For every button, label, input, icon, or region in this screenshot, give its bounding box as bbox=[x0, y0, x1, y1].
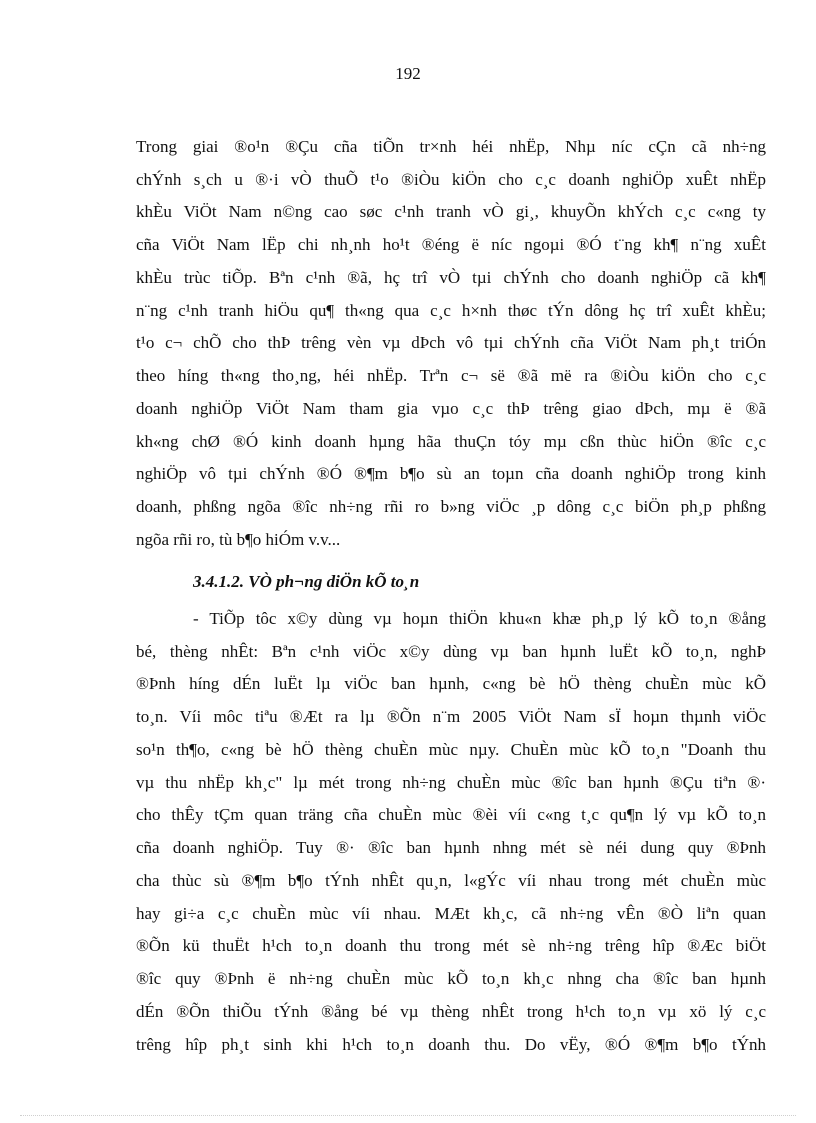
paragraph-line: ®îc quy ®Þnh ë nh÷ng chuÈn mùc kÕ to¸n kh¸c nhng cha ®îc ban hµnh bbox=[136, 969, 766, 988]
paragraph-line: ®Õn kü thuËt h¹ch to¸n doanh thu trong mét sè nh÷ng trêng hîp ®Æc biÖt bbox=[136, 936, 766, 955]
paragraph-line: doanh, phßng ngõa ®îc nh÷ng rñi ro b»ng viÖc ¸p dông c¸c biÖn ph¸p phßng bbox=[136, 497, 766, 516]
paragraph-line: cña ViÖt Nam lËp chi nh¸nh ho¹t ®éng ë níc ngoµi ®Ó t¨ng kh¶ n¨ng xuÊt bbox=[136, 235, 766, 254]
paragraph-line: ®Þnh híng dÉn luËt lµ viÖc ban hµnh, c«ng bè hÖ thèng chuÈn mùc kÕ bbox=[136, 674, 766, 693]
paragraph-line: to¸n. Víi môc tiªu ®Æt ra lµ ®Õn n¨m 2005 ViÖt Nam sÏ hoµn thµnh viÖc bbox=[136, 707, 766, 726]
paragraph-line: cha thùc sù ®¶m b¶o tÝnh nhÊt qu¸n, l«gÝc víi nhau trong mét chuÈn mùc bbox=[136, 871, 766, 890]
paragraph-line: kh«ng chØ ®Ó kinh doanh hµng hãa thuÇn tóy mµ cßn thùc hiÖn ®îc c¸c bbox=[136, 432, 766, 451]
paragraph-line: theo híng th«ng tho¸ng, héi nhËp. Trªn c¬ së ®ã më ra ®iÒu kiÖn cho c¸c bbox=[136, 366, 766, 385]
paragraph-line: - TiÕp tôc x©y dùng vµ hoµn thiÖn khu«n khæ ph¸p lý kÕ to¸n ®ång bbox=[193, 609, 766, 628]
paragraph-line: bé, thèng nhÊt: Bªn c¹nh viÖc x©y dùng vµ ban hµnh luËt kÕ to¸n, nghÞ bbox=[136, 642, 766, 661]
section-heading: 3.4.1.2. VÒ ph¬ng diÖn kÕ to¸n bbox=[193, 572, 420, 591]
paragraph-line: n¨ng c¹nh tranh hiÖu qu¶ th«ng qua c¸c h×nh thøc tÝn dông hç trî xuÊt khÈu; bbox=[136, 301, 766, 320]
footer-divider bbox=[20, 1115, 796, 1116]
paragraph-line: nghiÖp vô tµi chÝnh ®Ó ®¶m b¶o sù an toµn cña doanh nghiÖp trong kinh bbox=[136, 464, 766, 483]
paragraph-line: vµ thu nhËp kh¸c" lµ mét trong nh÷ng chuÈn mùc ®îc ban hµnh ®Çu tiªn ®· bbox=[136, 773, 766, 792]
paragraph-line: chÝnh s¸ch u ®·i vÒ thuÕ t¹o ®iÒu kiÖn cho c¸c doanh nghiÖp xuÊt nhËp bbox=[136, 170, 766, 189]
paragraph-line: t¹o c¬ chÕ cho thÞ trêng vèn vµ dÞch vô tµi chÝnh cña ViÖt Nam ph¸t triÓn bbox=[136, 333, 766, 352]
paragraph-line: ngõa rñi ro, tù b¶o hiÓm v.v... bbox=[136, 530, 341, 549]
paragraph-line: dÉn ®Õn thiÕu tÝnh ®ång bé vµ thèng nhÊt trong h¹ch to¸n vµ xö lý c¸c bbox=[136, 1002, 766, 1021]
paragraph-line: cña doanh nghiÖp. Tuy ®· ®îc ban hµnh nhng mét sè néi dung quy ®Þnh bbox=[136, 838, 766, 857]
paragraph-line: khÈu ViÖt Nam n©ng cao søc c¹nh tranh vÒ gi¸, khuyÕn khÝch c¸c c«ng ty bbox=[136, 202, 766, 221]
paragraph-line: so¹n th¶o, c«ng bè hÖ thèng chuÈn mùc nµy. ChuÈn mùc kÕ to¸n "Doanh thu bbox=[136, 740, 766, 759]
paragraph-line: trêng hîp ph¸t sinh khi h¹ch to¸n doanh thu. Do vËy, ®Ó ®¶m b¶o tÝnh bbox=[136, 1035, 766, 1054]
paragraph-line: cho thÊy tÇm quan träng cña chuÈn mùc ®èi víi c«ng t¸c qu¶n lý vµ kÕ to¸n bbox=[136, 805, 766, 824]
paragraph-line: doanh nghiÖp ViÖt Nam tham gia vµo c¸c thÞ trêng giao dÞch, mµ ë ®ã bbox=[136, 399, 766, 418]
paragraph-line: Trong giai ®o¹n ®Çu cña tiÕn tr×nh héi nhËp, Nhµ níc cÇn cã nh÷ng bbox=[136, 137, 766, 156]
paragraph-line: khÈu trùc tiÕp. Bªn c¹nh ®ã, hç trî vÒ tµi chÝnh cho doanh nghiÖp cã kh¶ bbox=[136, 268, 766, 287]
paragraph-line: hay gi÷a c¸c chuÈn mùc víi nhau. MÆt kh¸c, cã nh÷ng vÊn ®Ò liªn quan bbox=[136, 904, 766, 923]
page-number: 192 bbox=[395, 64, 421, 83]
